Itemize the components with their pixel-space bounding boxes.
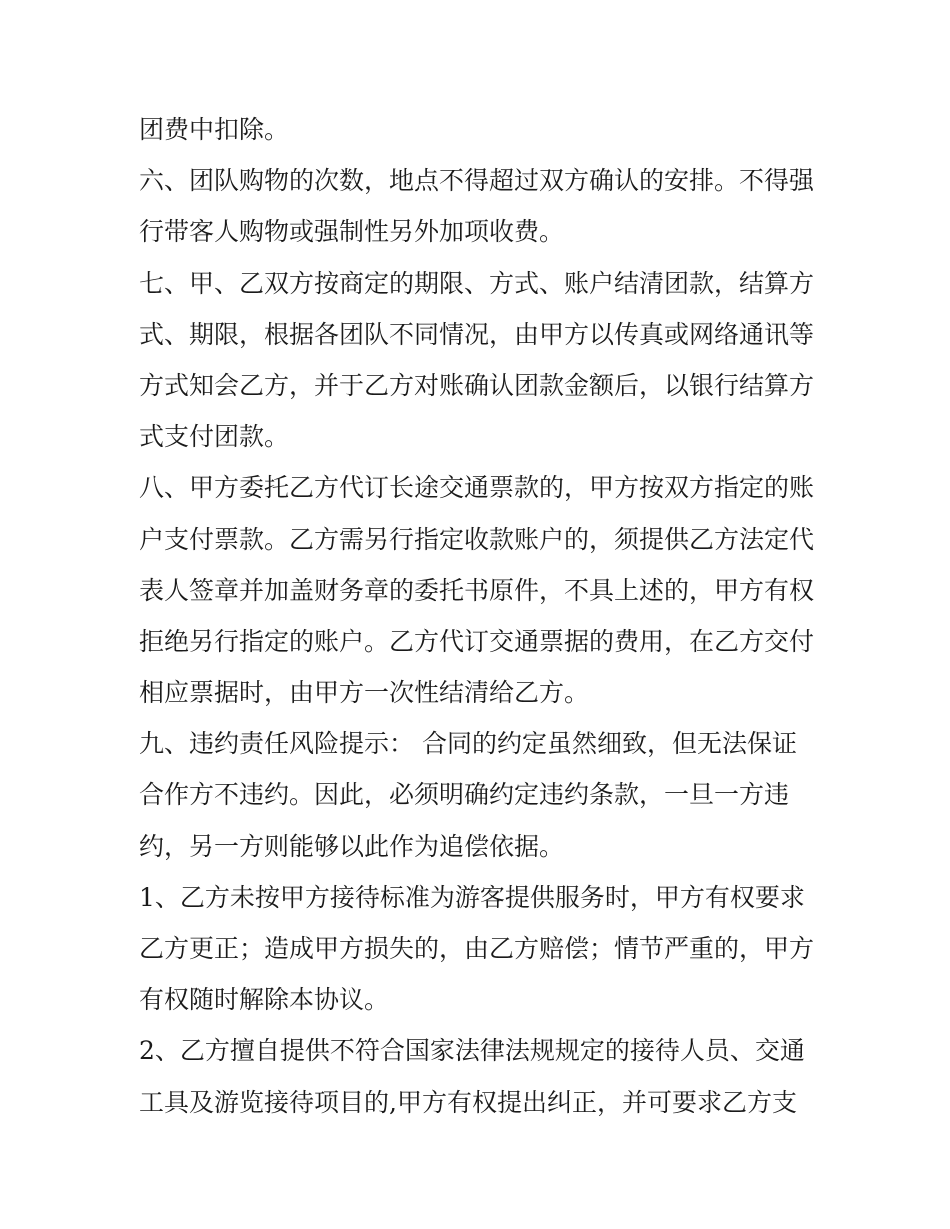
text-line: 2、乙方擅自提供不符合国家法律法规规定的接待人员、交通 — [139, 1036, 805, 1066]
text-line: 乙方更正；造成甲方损失的，由乙方赔偿；情节严重的，甲方 — [139, 934, 815, 963]
text-line: 约，另一方则能够以此作为追偿依据。 — [139, 831, 565, 861]
text-line: 方式知会乙方，并于乙方对账确认团款金额后，以银行结算方 — [139, 370, 815, 400]
text-line: 式支付团款。 — [139, 422, 290, 452]
text-line: 七、甲、乙双方按商定的期限、方式、账户结清团款，结算方 — [139, 268, 815, 298]
text-line: 八、甲方委托乙方代订长途交通票款的，甲方按双方指定的账 — [139, 473, 815, 503]
text-line: 1、乙方未按甲方接待标准为游客提供服务时，甲方有权要求 — [139, 882, 805, 912]
text-line: 户支付票款。乙方需另行指定收款账户的，须提供乙方法定代 — [139, 524, 815, 554]
text-line: 合作方不违约。因此，必须明确约定违约条款，一旦一方违 — [139, 780, 790, 810]
text-line: 六、团队购物的次数，地点不得超过双方确认的安排。不得强 — [139, 166, 815, 196]
text-line: 有权随时解除本协议。 — [139, 985, 390, 1015]
text-line: 拒绝另行指定的账户。乙方代订交通票据的费用，在乙方交付 — [139, 626, 815, 656]
text-line: 工具及游览接待项目的,甲方有权提出纠正，并可要求乙方支 — [139, 1087, 797, 1117]
document-body — [139, 104, 819, 1128]
text-line: 九、违约责任风险提示： 合同的约定虽然细致，但无法保证 — [139, 729, 797, 759]
text-line: 相应票据时，由甲方一次性结清给乙方。 — [139, 678, 590, 708]
text-line: 表人签章并加盖财务章的委托书原件，不具上述的，甲方有权 — [139, 575, 815, 605]
text-line: 式、期限，根据各团队不同情况，由甲方以传真或网络通讯等 — [139, 319, 815, 349]
text-line: 团费中扣除。 — [139, 115, 290, 144]
text-line: 行带客人购物或强制性另外加项收费。 — [139, 217, 565, 247]
